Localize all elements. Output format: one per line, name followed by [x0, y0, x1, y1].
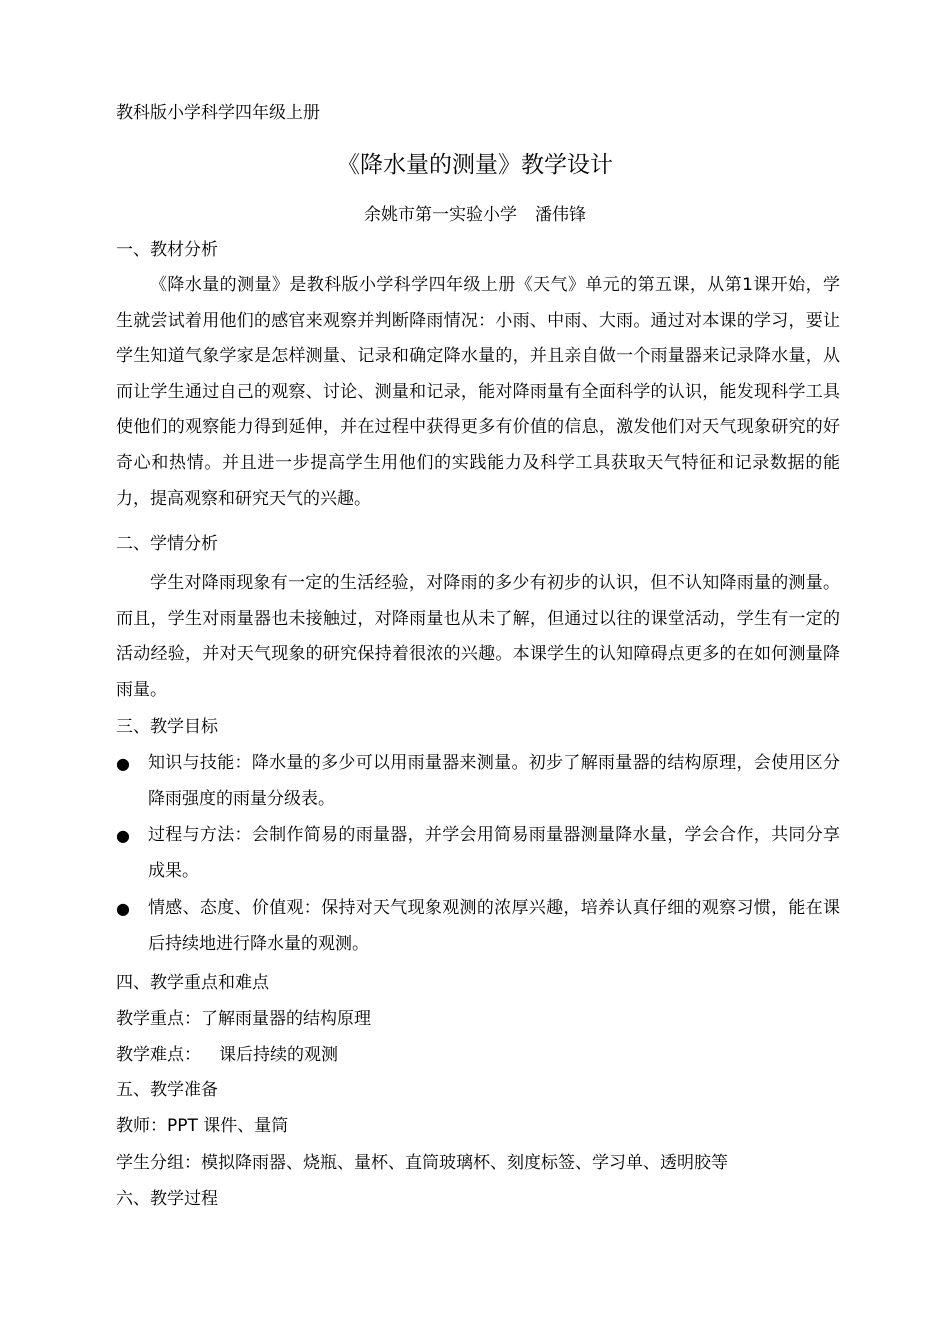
difficult-point-line	[116, 1043, 338, 1067]
key-point-line: 教学重点：了解雨量器的结构原理	[116, 1009, 371, 1029]
section-heading-5: 五、教学准备	[116, 1080, 218, 1100]
bullet-icon: ●	[116, 754, 130, 773]
section-heading-6: 六、教学过程	[116, 1189, 218, 1209]
teacher-prep-line: 教师：PPT 课件、量筒	[116, 1116, 289, 1136]
author-name: 潘伟锋	[535, 205, 586, 225]
book-header: 教科版小学科学四年级上册	[116, 103, 320, 123]
goal-item	[116, 746, 840, 817]
section-heading-4: 四、教学重点和难点	[116, 973, 269, 993]
goal-text: 知识与技能：降水量的多少可以用雨量器来测量。初步了解雨量器的结构原理，会使用区分降雨强度的雨量分级表。	[148, 753, 840, 809]
author-line	[0, 203, 950, 227]
goal-item	[116, 818, 840, 889]
bullet-icon: ●	[116, 899, 130, 918]
section-2-paragraph: 学生对降雨现象有一定的生活经验，对降雨的多少有初步的认识，但不认知降雨量的测量。而且，学生对雨量器也未接触过，对降雨量也从未了解，但通过以往的课堂活动，学生有一定的活动经验，并对天气现象的研究保持着很浓的兴趣。本课学生的认知障碍点更多的在如何测量降雨量。	[116, 573, 840, 700]
section-heading-1: 一、教材分析	[116, 240, 218, 260]
goal-text: 情感、态度、价值观：保持对天气现象观测的浓厚兴趣，培养认真仔细的观察习惯，能在课后持续地进行降水量的观测。	[148, 898, 840, 954]
goal-text: 过程与方法：会制作简易的雨量器，并学会用简易雨量器测量降水量，学会合作，共同分享成果。	[148, 825, 840, 881]
section-1-paragraph: 《降水量的测量》是教科版小学科学四年级上册《天气》单元的第五课，从第1课开始，学生就尝试着用他们的感官来观察并判断降雨情况：小雨、中雨、大雨。通过对本课的学习，要让学生知道气象学家是怎样测量、记录和确定降水量的，并且亲自做一个雨量器来记录降水量，从而让学生通过自己的观察、讨论、测量和记录，能对降雨量有全面科学的认识，能发现科学工具使他们的观察能力得到延伸，并在过程中获得更多有价值的信息，激发他们对天气现象研究的好奇心和热情。并且进一步提高学生用他们的实践能力及科学工具获取天气特征和记录数据的能力，提高观察和研究天气的兴趣。	[116, 275, 840, 509]
difficult-text: 课后持续的观测	[219, 1045, 338, 1065]
difficult-label: 教学难点：	[116, 1045, 201, 1065]
goal-item	[116, 891, 840, 962]
author-school: 余姚市第一实验小学	[364, 205, 517, 225]
bullet-icon: ●	[116, 826, 130, 845]
page-title: 《降水量的测量》教学设计	[337, 152, 613, 178]
section-heading-2: 二、学情分析	[116, 534, 218, 554]
section-heading-3: 三、教学目标	[116, 717, 218, 737]
student-prep-line: 学生分组：模拟降雨器、烧瓶、量杯、直筒玻璃杯、刻度标签、学习单、透明胶等	[116, 1153, 728, 1173]
